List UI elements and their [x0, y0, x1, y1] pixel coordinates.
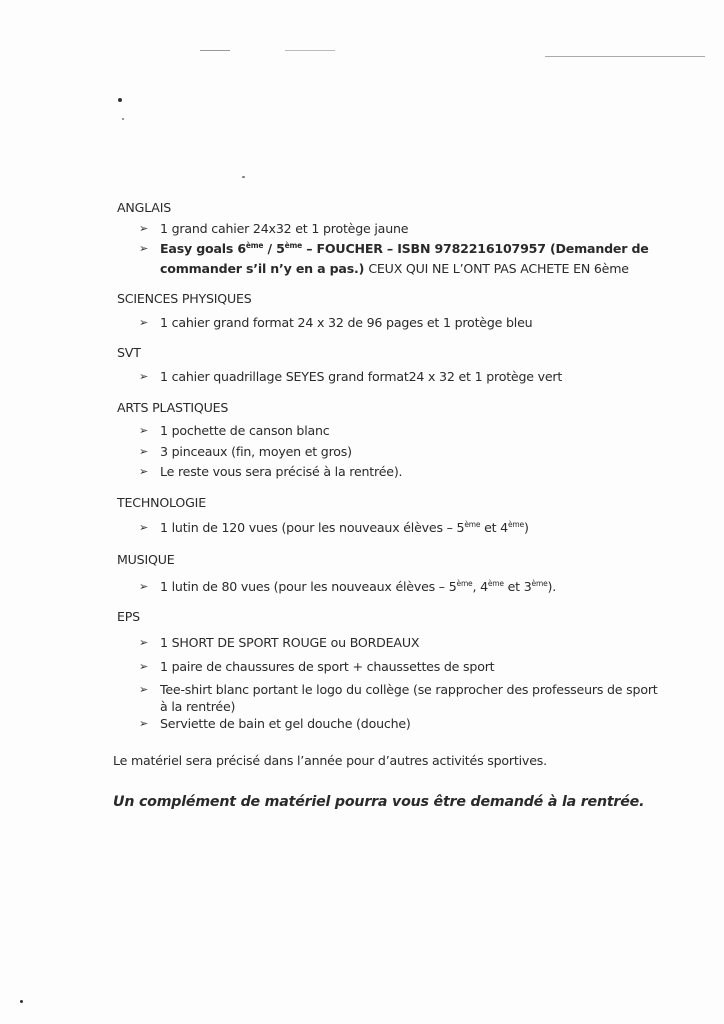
text: – FOUCHER – ISBN 9782216107957 (Demander de — [302, 241, 649, 256]
section-title-sciences-physiques: SCIENCES PHYSIQUES — [117, 291, 252, 306]
text: / 5 — [263, 241, 285, 256]
bullet-arrow-icon: ➢ — [139, 465, 149, 478]
list-item — [160, 520, 529, 535]
section-title-anglais: ANGLAIS — [117, 200, 172, 215]
text: 1 lutin de 80 vues (pour les nouveaux élèves – 5 — [160, 579, 457, 594]
sup: ème — [456, 579, 473, 588]
scan-speck — [242, 176, 245, 178]
bullet-arrow-icon: ➢ — [139, 683, 149, 696]
list-item — [160, 579, 556, 594]
list-item: 1 paire de chaussures de sport + chaussettes de sport — [160, 659, 495, 674]
list-item — [160, 241, 649, 256]
section-title-svt: SVT — [117, 345, 141, 360]
sup: ème — [487, 579, 504, 588]
sup: ème — [508, 520, 524, 529]
bullet-arrow-icon: ➢ — [139, 222, 149, 235]
bullet-arrow-icon: ➢ — [139, 242, 149, 255]
scan-mark — [200, 50, 230, 51]
bullet-arrow-icon: ➢ — [139, 424, 149, 437]
section-title-eps: EPS — [117, 609, 140, 624]
bullet-arrow-icon: ➢ — [139, 521, 149, 534]
text: 1 lutin de 120 vues (pour les nouveaux élèves – 5 — [160, 520, 465, 535]
bullet-arrow-icon: ➢ — [139, 316, 149, 329]
text: et 4 — [480, 520, 508, 535]
sup: ème — [531, 579, 548, 588]
scan-speck — [122, 118, 124, 120]
sup: ème — [245, 241, 264, 250]
scan-speck — [20, 1000, 23, 1003]
note-text: Le matériel sera précisé dans l’année pour d’autres activités sportives. — [113, 753, 547, 768]
text: ) — [523, 520, 529, 535]
sup: ème — [464, 520, 481, 529]
scan-speck — [118, 98, 122, 102]
section-title-technologie: TECHNOLOGIE — [117, 495, 206, 510]
text: , 4 — [472, 579, 488, 594]
text: ). — [547, 579, 557, 594]
section-title-musique: MUSIQUE — [117, 552, 175, 567]
list-item: 3 pinceaux (fin, moyen et gros) — [160, 444, 352, 459]
bullet-arrow-icon: ➢ — [139, 445, 149, 458]
text: commander s’il n’y en a pas.) — [160, 261, 369, 276]
bullet-arrow-icon: ➢ — [139, 580, 149, 593]
list-item-continuation — [160, 261, 629, 276]
list-item: Tee-shirt blanc portant le logo du collège (se rapprocher des professeurs de sport — [160, 682, 658, 697]
scan-mark — [545, 56, 705, 57]
list-item: 1 grand cahier 24x32 et 1 protège jaune — [160, 221, 409, 236]
closing-text: Un complément de matériel pourra vous être demandé à la rentrée. — [113, 794, 645, 810]
text: et 3 — [503, 579, 532, 594]
bullet-arrow-icon: ➢ — [139, 370, 149, 383]
bullet-arrow-icon: ➢ — [139, 660, 149, 673]
list-item: 1 pochette de canson blanc — [160, 423, 330, 438]
bullet-arrow-icon: ➢ — [139, 636, 149, 649]
list-item: 1 cahier grand format 24 x 32 de 96 pages et 1 protège bleu — [160, 315, 533, 330]
list-item: Serviette de bain et gel douche (douche) — [160, 716, 411, 731]
list-item: Le reste vous sera précisé à la rentrée). — [160, 464, 403, 479]
list-item: 1 cahier quadrillage SEYES grand format24 x 32 et 1 protège vert — [160, 369, 563, 384]
list-item-continuation: à la rentrée) — [160, 699, 236, 714]
scan-mark — [285, 50, 335, 51]
section-title-arts-plastiques: ARTS PLASTIQUES — [117, 400, 229, 415]
sup: ème — [284, 241, 303, 250]
bullet-arrow-icon: ➢ — [139, 717, 149, 730]
text: Easy goals 6 — [160, 241, 246, 256]
text: CEUX QUI NE L’ONT PAS ACHETE EN 6ème — [368, 261, 629, 276]
list-item: 1 SHORT DE SPORT ROUGE ou BORDEAUX — [160, 635, 420, 650]
